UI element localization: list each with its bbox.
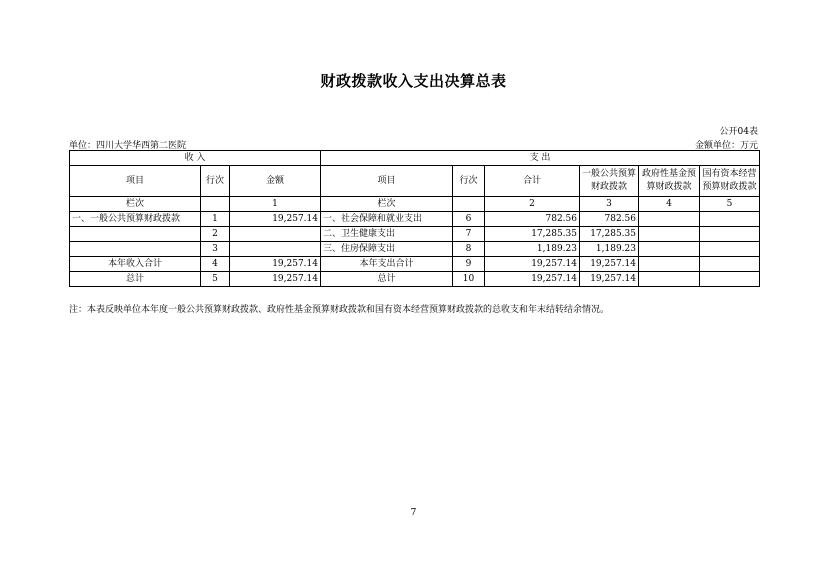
expense-gov-fund [639,227,700,242]
expense-state-capital [700,242,760,257]
table-row [70,242,760,257]
table-row [70,257,760,272]
expense-item: 一、社会保障和就业支出 [321,212,453,227]
income-row-no: 1 [201,212,230,227]
expense-state-capital [700,227,760,242]
expense-state-capital [700,257,760,272]
expense-total: 19,257.14 [485,272,580,287]
col-index-5: 5 [700,197,760,212]
income-amount: 19,257.14 [230,257,321,272]
header-general-budget: 一般公共预算财政拨款 [580,166,639,197]
col-index-3: 3 [580,197,639,212]
income-amount [230,242,321,257]
table-row [70,212,760,227]
page-number: 7 [410,508,417,518]
col-index-1: 1 [230,197,321,212]
income-row-no: 2 [201,227,230,242]
col-index-4: 4 [639,197,700,212]
table-note: 注：本表反映单位本年度一般公共预算财政拨款、政府性基金预算财政拨款和国有资本经营预算财政拨款的总收支和年末结转结余情况。 [69,305,610,315]
expense-general-budget: 17,285.35 [580,227,639,242]
expense-general-budget: 782.56 [580,212,639,227]
expense-general-budget: 19,257.14 [580,272,639,287]
header-amount: 金额 [230,166,321,197]
table-row [70,272,760,287]
header-state-capital: 国有资本经营预算财政拨款 [700,166,760,197]
col-index-label-expense: 栏次 [321,197,453,212]
income-item [70,242,201,257]
expense-row-no: 7 [453,227,485,242]
expense-item: 三、住房保障支出 [321,242,453,257]
expense-item: 总计 [321,272,453,287]
table-row [70,227,760,242]
expense-row-no: 9 [453,257,485,272]
organization-unit: 单位：四川大学华西第二医院 [69,141,187,151]
column-index-row [70,197,760,212]
expense-general-budget: 1,189.23 [580,242,639,257]
expense-total: 1,189.23 [485,242,580,257]
col-index-2: 2 [485,197,580,212]
col-index-blank [201,197,230,212]
budget-summary-table [69,150,760,287]
income-row-no: 3 [201,242,230,257]
section-header-row [70,151,760,166]
income-item: 总计 [70,272,201,287]
expense-state-capital [700,272,760,287]
document-title: 财政拨款收入支出决算总表 [320,72,507,90]
header-gov-fund: 政府性基金预算财政拨款 [639,166,700,197]
expense-gov-fund [639,242,700,257]
expense-row-no: 8 [453,242,485,257]
expense-state-capital [700,212,760,227]
income-item [70,227,201,242]
income-amount: 19,257.14 [230,212,321,227]
expense-gov-fund [639,272,700,287]
expense-total: 782.56 [485,212,580,227]
income-amount [230,227,321,242]
header-total: 合计 [485,166,580,197]
table-code: 公开04表 [719,127,758,137]
expense-gov-fund [639,257,700,272]
header-row-no-expense: 行次 [453,166,485,197]
income-item: 本年收入合计 [70,257,201,272]
expense-row-no: 10 [453,272,485,287]
income-amount: 19,257.14 [230,272,321,287]
expense-item: 二、卫生健康支出 [321,227,453,242]
expense-total: 19,257.14 [485,257,580,272]
col-index-blank-expense [453,197,485,212]
column-header-row [70,166,760,197]
header-item-expense: 项目 [321,166,453,197]
amount-unit: 金额单位：万元 [694,141,758,151]
expense-section-header: 支 出 [321,151,760,166]
expense-row-no: 6 [453,212,485,227]
income-item: 一、一般公共预算财政拨款 [70,212,201,227]
expense-item: 本年支出合计 [321,257,453,272]
header-item: 项目 [70,166,201,197]
expense-gov-fund [639,212,700,227]
col-index-label: 栏次 [70,197,201,212]
income-row-no: 5 [201,272,230,287]
income-section-header: 收 入 [70,151,321,166]
income-row-no: 4 [201,257,230,272]
expense-general-budget: 19,257.14 [580,257,639,272]
expense-total: 17,285.35 [485,227,580,242]
header-row-no: 行次 [201,166,230,197]
